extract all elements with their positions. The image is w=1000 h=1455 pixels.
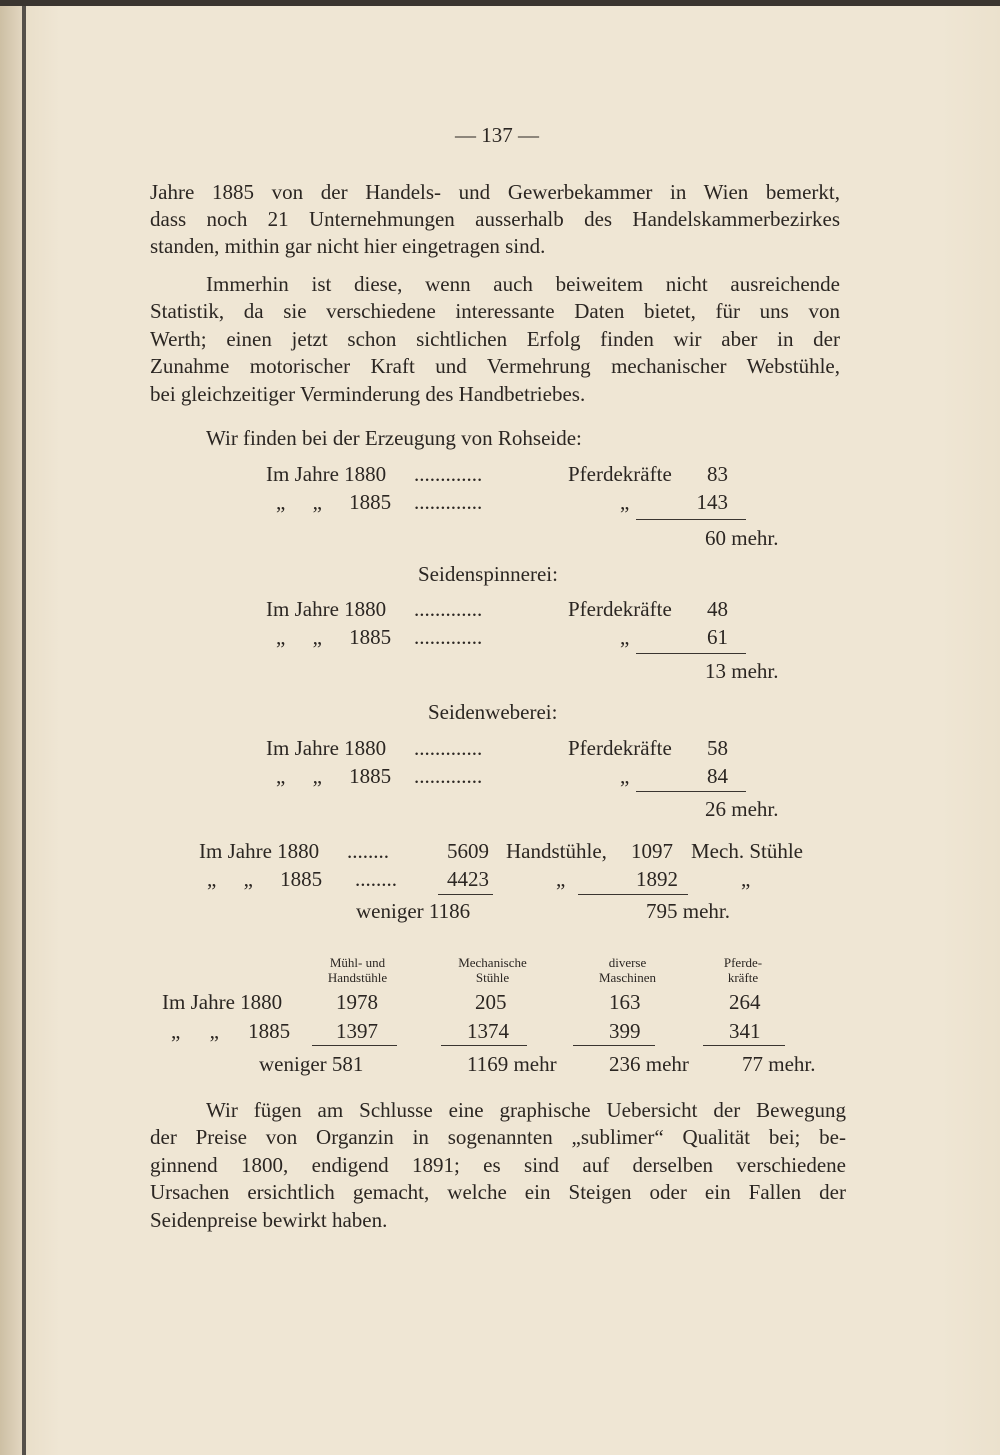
rohseide-row1-value: 83 xyxy=(707,462,728,486)
table-diff: weniger 581 xyxy=(259,1052,364,1076)
weberei-diff: 26 mehr. xyxy=(705,797,779,821)
para1-line: Jahre 1885 von der Handels- und Gewerbekammer in Wien bemerkt, xyxy=(150,180,840,204)
stuehle-row2-mech-unit: „ xyxy=(741,867,751,891)
table-row1-label: Im Jahre 1880 xyxy=(162,990,283,1014)
spinnerei-row1-label: Im Jahre 1880 xyxy=(266,597,387,621)
weberei-row2-label: „ „ 1885 xyxy=(276,764,392,788)
table-header-line: diverse xyxy=(608,955,647,970)
spinnerei-row2-unit: „ xyxy=(620,625,630,649)
para3-line: ginnend 1800, endigend 1891; es sind auf derselben verschiedene xyxy=(150,1153,846,1177)
stuehle-row1-label: Im Jahre 1880 xyxy=(199,839,320,863)
table-diff: 77 mehr. xyxy=(742,1052,816,1076)
table-header-line: Stühle xyxy=(475,970,510,985)
para2-line: Immerhin ist diese, wenn auch beiweitem nicht ausreichende xyxy=(206,272,840,296)
table-header-line: kräfte xyxy=(727,970,759,985)
table-cell: 341 xyxy=(729,1019,761,1043)
table-header-line: Handstühle xyxy=(327,970,388,985)
stuehle-row2-mech: 1892 xyxy=(636,867,678,891)
table-header xyxy=(310,955,405,985)
stuehle-row1-hand-unit: Handstühle, xyxy=(506,839,607,863)
stuehle-row2-label: „ „ 1885 xyxy=(207,867,323,891)
table-cell: 264 xyxy=(729,990,761,1014)
para2-line: Zunahme motorischer Kraft und Vermehrung mechanischer Webstühle, xyxy=(150,354,840,378)
table-header xyxy=(445,955,540,985)
sum-rule xyxy=(636,791,746,792)
para2-line: Werth; einen jetzt schon sichtlichen Erfolg finden wir aber in der xyxy=(150,327,840,351)
stuehle-row2-dots: ........ xyxy=(355,867,397,891)
stuehle-row1-dots: ........ xyxy=(347,839,389,863)
para1-line: dass noch 21 Unternehmungen ausserhalb des Handelskammerbezirkes xyxy=(150,207,840,231)
table-cell: 163 xyxy=(609,990,641,1014)
spinnerei-row2-value: 61 xyxy=(707,625,728,649)
table-cell: 205 xyxy=(475,990,507,1014)
sum-rule xyxy=(573,1045,655,1046)
rohseide-intro: Wir finden bei der Erzeugung von Rohseide: xyxy=(206,426,582,450)
spinnerei-heading: Seidenspinnerei: xyxy=(418,562,558,586)
para1-line: standen, mithin gar nicht hier eingetragen sind. xyxy=(150,234,546,258)
table-header-line: Mechanische xyxy=(458,955,527,970)
stuehle-row2-hand: 4423 xyxy=(447,867,489,891)
weberei-row2-dots: ............. xyxy=(414,764,483,788)
spinnerei-row2-label: „ „ 1885 xyxy=(276,625,392,649)
rohseide-row2-unit: „ xyxy=(620,490,630,514)
spinnerei-row1-value: 48 xyxy=(707,597,728,621)
rohseide-row2-label: „ „ 1885 xyxy=(276,490,392,514)
weberei-row1-unit: Pferdekräfte xyxy=(568,736,672,760)
para3-line: Wir fügen am Schlusse eine graphische Uebersicht der Bewegung xyxy=(206,1098,846,1122)
sum-rule xyxy=(438,894,493,895)
page-top-edge xyxy=(0,0,1000,6)
table-header-line: Mühl- und xyxy=(329,955,386,970)
rohseide-row1-dots: ............. xyxy=(414,462,483,486)
table-header-line: Pferde- xyxy=(723,955,763,970)
rohseide-row2-dots: ............. xyxy=(414,490,483,514)
spinnerei-row1-dots: ............. xyxy=(414,597,483,621)
sum-rule xyxy=(636,653,746,654)
para2-line: bei gleichzeitiger Verminderung des Handbetriebes. xyxy=(150,382,586,406)
sum-rule xyxy=(636,519,746,520)
table-cell: 1978 xyxy=(336,990,378,1014)
page-number: — 137 — xyxy=(455,123,539,147)
para3-line: der Preise von Organzin in sogenannten „sublimer“ Qualität bei; be- xyxy=(150,1125,846,1149)
table-cell: 399 xyxy=(609,1019,641,1043)
table-row2-label: „ „ 1885 xyxy=(171,1019,291,1043)
sum-rule xyxy=(578,894,688,895)
sum-rule xyxy=(312,1045,397,1046)
table-cell: 1374 xyxy=(467,1019,509,1043)
table-header xyxy=(580,955,675,985)
spinnerei-diff: 13 mehr. xyxy=(705,659,779,683)
stuehle-row1-hand: 5609 xyxy=(447,839,489,863)
stuehle-diff-hand: weniger 1186 xyxy=(356,899,471,923)
page-left-edge xyxy=(22,6,26,1455)
stuehle-row1-mech-unit: Mech. Stühle xyxy=(691,839,803,863)
stuehle-row1-mech: 1097 xyxy=(631,839,673,863)
table-diff: 1169 mehr xyxy=(467,1052,557,1076)
sum-rule xyxy=(703,1045,785,1046)
sum-rule xyxy=(441,1045,527,1046)
rohseide-row2-value: 143 xyxy=(696,490,728,514)
stuehle-diff-mech: 795 mehr. xyxy=(646,899,730,923)
stuehle-row2-hand-unit: „ xyxy=(556,867,566,891)
table-header xyxy=(703,955,783,985)
table-diff: 236 mehr xyxy=(609,1052,689,1076)
weberei-row1-label: Im Jahre 1880 xyxy=(266,736,387,760)
para2-line: Statistik, da sie verschiedene interessante Daten bietet, für uns von xyxy=(150,299,840,323)
table-cell: 1397 xyxy=(336,1019,378,1043)
rohseide-row1-unit: Pferdekräfte xyxy=(568,462,672,486)
para3-line: Ursachen ersichtlich gemacht, welche ein Steigen oder ein Fallen der xyxy=(150,1180,846,1204)
table-header-line: Maschinen xyxy=(598,970,657,985)
spinnerei-row2-dots: ............. xyxy=(414,625,483,649)
weberei-row2-value: 84 xyxy=(707,764,728,788)
book-gutter xyxy=(0,6,22,1455)
weberei-row2-unit: „ xyxy=(620,764,630,788)
weberei-row1-dots: ............. xyxy=(414,736,483,760)
weberei-row1-value: 58 xyxy=(707,736,728,760)
rohseide-row1-label: Im Jahre 1880 xyxy=(266,462,387,486)
rohseide-diff: 60 mehr. xyxy=(705,526,779,550)
weberei-heading: Seidenweberei: xyxy=(428,700,558,724)
para3-line: Seidenpreise bewirkt haben. xyxy=(150,1208,388,1232)
spinnerei-row1-unit: Pferdekräfte xyxy=(568,597,672,621)
